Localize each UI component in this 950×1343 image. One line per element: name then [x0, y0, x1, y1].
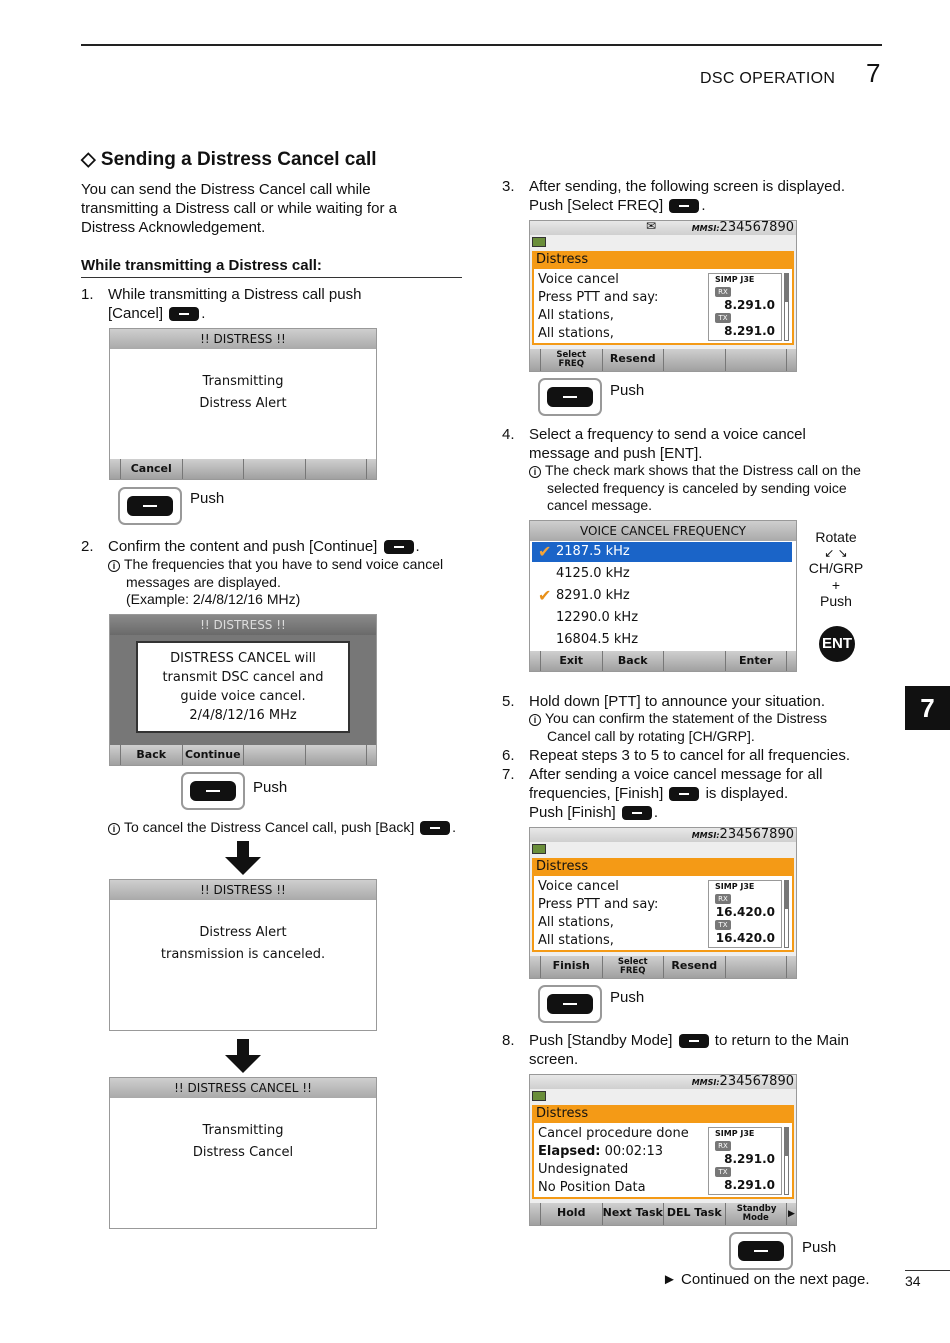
- screen-line: guide voice cancel.: [180, 689, 306, 704]
- soft-key-bar: [530, 1203, 796, 1225]
- step-7-line2: frequencies, [Finish] is displayed.: [529, 785, 789, 802]
- frequency-item-selected[interactable]: ✔ 2187.5 kHz: [532, 542, 792, 562]
- screen-title-bar: !! DISTRESS !!: [110, 329, 376, 349]
- soft-key-icon: [169, 307, 199, 321]
- section-title: DSC OPERATION: [700, 70, 836, 87]
- soft-key-4[interactable]: [725, 349, 787, 371]
- tx-frequency: 16.420.0: [715, 931, 775, 945]
- push-label: Push: [253, 779, 288, 796]
- enter-key[interactable]: Enter: [725, 651, 787, 671]
- screen-line: 2/4/8/12/16 MHz: [189, 708, 297, 723]
- step-7-line3: Push [Finish] .: [529, 804, 659, 821]
- step-1: 1. While transmitting a Distress call push: [81, 286, 362, 303]
- screen-title-bar: VOICE CANCEL FREQUENCY: [530, 521, 796, 541]
- soft-key-4[interactable]: [305, 745, 367, 765]
- check-icon: ✔: [538, 586, 552, 605]
- dsc-body: [532, 1123, 794, 1199]
- soft-key-bar: [110, 745, 376, 765]
- screen-distress-transmitting: [109, 328, 377, 480]
- tx-frequency: 8.291.0: [724, 1178, 775, 1192]
- soft-key-icon: [622, 806, 652, 820]
- push-key-4[interactable]: [538, 985, 602, 1023]
- screen-line: All stations,: [538, 326, 614, 341]
- next-task-key[interactable]: Next Task: [602, 1203, 664, 1225]
- resend-key[interactable]: Resend: [602, 349, 664, 371]
- step-8: 8. Push [Standby Mode] to return to the Main: [502, 1032, 850, 1049]
- exit-key[interactable]: Exit: [540, 651, 602, 671]
- screen-line: Transmitting: [202, 1123, 284, 1138]
- screen-dsc-finish: [529, 827, 797, 979]
- hold-key[interactable]: Hold: [540, 1203, 602, 1225]
- screen-line: All stations,: [538, 933, 614, 948]
- step-5: 5. Hold down [PTT] to announce your situation.: [502, 693, 826, 710]
- step-2-tip: i To cancel the Distress Cancel call, push [Back] .: [108, 819, 456, 837]
- push-label: Push: [610, 382, 645, 399]
- step-2-note: i The frequencies that you have to send voice cancel messages are displayed. (Example: 2/4/8/12/16 MHz): [108, 556, 443, 609]
- arrow-down-icon: [225, 1039, 261, 1073]
- screen-line: Distress Cancel: [192, 1145, 294, 1160]
- soft-key-3[interactable]: [663, 651, 725, 671]
- distress-title: Distress: [532, 858, 794, 876]
- screen-line: DISTRESS CANCEL will: [170, 651, 316, 666]
- screen-title-bar: !! DISTRESS !!: [110, 880, 376, 900]
- ent-key[interactable]: ENT: [819, 626, 855, 662]
- screen-line: transmit DSC cancel and: [162, 670, 324, 685]
- dsc-body: [532, 876, 794, 952]
- rx-frequency: 16.420.0: [715, 905, 775, 919]
- distress-title: Distress: [532, 1105, 794, 1123]
- frequency-box: SIMP J3E RX 8.291.0 TX 8.291.0: [708, 1127, 782, 1195]
- ch-grp-label: CH/GRP: [808, 560, 864, 576]
- cancel-key[interactable]: Cancel: [120, 459, 182, 479]
- continued-note: ► Continued on the next page.: [662, 1271, 870, 1288]
- resend-key[interactable]: Resend: [663, 956, 725, 978]
- soft-key-2[interactable]: [182, 459, 244, 479]
- soft-key-icon: [679, 1034, 709, 1048]
- select-freq-key[interactable]: Select FREQ: [540, 349, 602, 371]
- step-4-note: i The check mark shows that the Distress call on the selected frequency is canceled by sending voice cancel message.: [529, 462, 861, 515]
- header-rule: [81, 44, 882, 46]
- screen-line: Cancel procedure done: [538, 1126, 689, 1141]
- soft-key-icon: [669, 199, 699, 213]
- screen-distress-canceled: [109, 879, 377, 1031]
- info-icon: i: [108, 823, 120, 835]
- screen-line: All stations,: [538, 308, 614, 323]
- page-heading: ◇ Sending a Distress Cancel call: [81, 149, 377, 170]
- back-key[interactable]: Back: [602, 651, 664, 671]
- frequency-box: SIMP J3E RX 8.291.0 TX 8.291.0: [708, 273, 782, 341]
- del-task-key[interactable]: DEL Task: [663, 1203, 725, 1225]
- step-1-line2: [Cancel] .: [108, 305, 206, 322]
- screen-line: All stations,: [538, 915, 614, 930]
- push-label: Push: [610, 989, 645, 1006]
- push-label: Push: [802, 1239, 837, 1256]
- mmsi: MMSI:234567890: [691, 220, 794, 235]
- scrollbar[interactable]: [784, 880, 789, 948]
- screen-line: No Position Data: [538, 1180, 646, 1195]
- soft-key-3[interactable]: [243, 459, 305, 479]
- rotate-instruction: Rotate ↙ ↘ CH/GRP + Push: [806, 528, 866, 611]
- info-icon: i: [529, 714, 541, 726]
- step-3: 3. After sending, the following screen is displayed.: [502, 178, 846, 195]
- push-key-5[interactable]: [729, 1232, 793, 1270]
- frequency-item[interactable]: 12290.0 kHz: [556, 610, 639, 625]
- confirm-dialog: [136, 641, 350, 733]
- envelope-icon: ✉: [646, 220, 657, 233]
- soft-key-4[interactable]: [725, 956, 787, 978]
- push-key-2[interactable]: [181, 772, 245, 810]
- rotate-arrows-icon: ↙ ↘: [824, 546, 848, 560]
- step-8-line2: screen.: [529, 1051, 579, 1068]
- tx-frequency: 8.291.0: [724, 324, 775, 338]
- frequency-box: SIMP J3E RX 16.420.0 TX 16.420.0: [708, 880, 782, 948]
- screen-line: Press PTT and say:: [538, 897, 659, 912]
- screen-transmitting-cancel: [109, 1077, 377, 1229]
- screen-title-bar: !! DISTRESS CANCEL !!: [110, 1078, 376, 1098]
- rx-frequency: 8.291.0: [724, 1152, 775, 1166]
- info-icon: i: [108, 560, 120, 572]
- scrollbar[interactable]: [784, 1127, 789, 1195]
- step-2: 2. Confirm the content and push [Continue] .: [81, 538, 420, 555]
- rx-frequency: 8.291.0: [724, 298, 775, 312]
- push-key-1[interactable]: [118, 487, 182, 525]
- status-icon: [532, 237, 546, 247]
- arrow-down-icon: [225, 841, 261, 875]
- mmsi: MMSI:234567890: [691, 827, 794, 842]
- status-icon: [532, 1091, 546, 1101]
- info-icon: i: [529, 466, 541, 478]
- screen-line: Press PTT and say:: [538, 290, 659, 305]
- soft-key-bar: [110, 459, 376, 479]
- standby-mode-key[interactable]: Standby Mode: [725, 1203, 787, 1225]
- step-4-line2: message and push [ENT].: [529, 445, 703, 462]
- screen-voice-cancel-frequency: [529, 520, 797, 672]
- status-icon: [532, 844, 546, 854]
- push-label: Push: [190, 490, 225, 507]
- push-key-3[interactable]: [538, 378, 602, 416]
- screen-line: Voice cancel: [538, 272, 619, 287]
- rx-badge: RX: [715, 894, 731, 904]
- screen-line: Distress Alert: [199, 925, 287, 940]
- chevron-right-icon: ▶: [786, 1203, 796, 1225]
- distress-title: Distress: [532, 251, 794, 269]
- soft-key-bar: [530, 651, 796, 671]
- screen-dsc-voice-cancel: [529, 220, 797, 372]
- mmsi: MMSI:234567890: [691, 1074, 794, 1089]
- screen-line: Transmitting: [202, 374, 284, 389]
- soft-key-bar: [530, 349, 796, 371]
- soft-key-icon: [420, 821, 450, 835]
- chapter-number: 7: [866, 58, 881, 88]
- soft-key-icon: [669, 787, 699, 801]
- soft-key-4[interactable]: [305, 459, 367, 479]
- page-number: 34: [905, 1273, 921, 1289]
- continue-key[interactable]: Continue: [182, 745, 244, 765]
- select-freq-key[interactable]: Select FREQ: [602, 956, 664, 978]
- soft-key-bar: [530, 956, 796, 978]
- soft-key-3[interactable]: [663, 349, 725, 371]
- page-number-rule: [905, 1270, 950, 1271]
- screen-title-bar: !! DISTRESS !!: [110, 615, 376, 635]
- screen-line: transmission is canceled.: [160, 947, 326, 962]
- screen-line: Voice cancel: [538, 879, 619, 894]
- step-6: 6. Repeat steps 3 to 5 to cancel for all frequencies.: [502, 747, 851, 764]
- back-key[interactable]: Back: [120, 745, 182, 765]
- tx-badge: TX: [715, 920, 731, 930]
- screen-dsc-cancel-done: [529, 1074, 797, 1226]
- rx-badge: RX: [715, 1141, 731, 1151]
- elapsed-line: Elapsed: 00:02:13: [538, 1144, 664, 1159]
- screen-distress-cancel-confirm: [109, 614, 377, 766]
- dsc-body: [532, 269, 794, 345]
- finish-key[interactable]: Finish: [540, 956, 602, 978]
- frequency-item[interactable]: 4125.0 kHz: [556, 566, 630, 581]
- check-icon: ✔: [538, 542, 552, 561]
- step-3-line2: Push [Select FREQ] .: [529, 197, 706, 214]
- soft-key-3[interactable]: [243, 745, 305, 765]
- screen-line: Distress Alert: [199, 396, 287, 411]
- sub-heading: While transmitting a Distress call:: [81, 257, 462, 278]
- intro-text: You can send the Distress Cancel call while transmitting a Distress call or while waiting for a Distress Acknowledgement.: [81, 181, 397, 236]
- scrollbar[interactable]: [784, 273, 789, 341]
- step-5-note: i You can confirm the statement of the Distress Cancel call by rotating [CH/GRP].: [529, 710, 827, 745]
- diamond-icon: ◇: [81, 149, 101, 170]
- step-7: 7. After sending a voice cancel message for all: [502, 766, 823, 783]
- step-4: 4. Select a frequency to send a voice cancel: [502, 426, 806, 443]
- rx-badge: RX: [715, 287, 731, 297]
- frequency-item[interactable]: 16804.5 kHz: [556, 632, 639, 647]
- tx-badge: TX: [715, 1167, 731, 1177]
- screen-line: Undesignated: [538, 1162, 629, 1177]
- frequency-item[interactable]: ✔ 8291.0 kHz: [538, 586, 630, 605]
- tx-badge: TX: [715, 313, 731, 323]
- soft-key-icon: [384, 540, 414, 554]
- chapter-tab: 7: [905, 686, 950, 730]
